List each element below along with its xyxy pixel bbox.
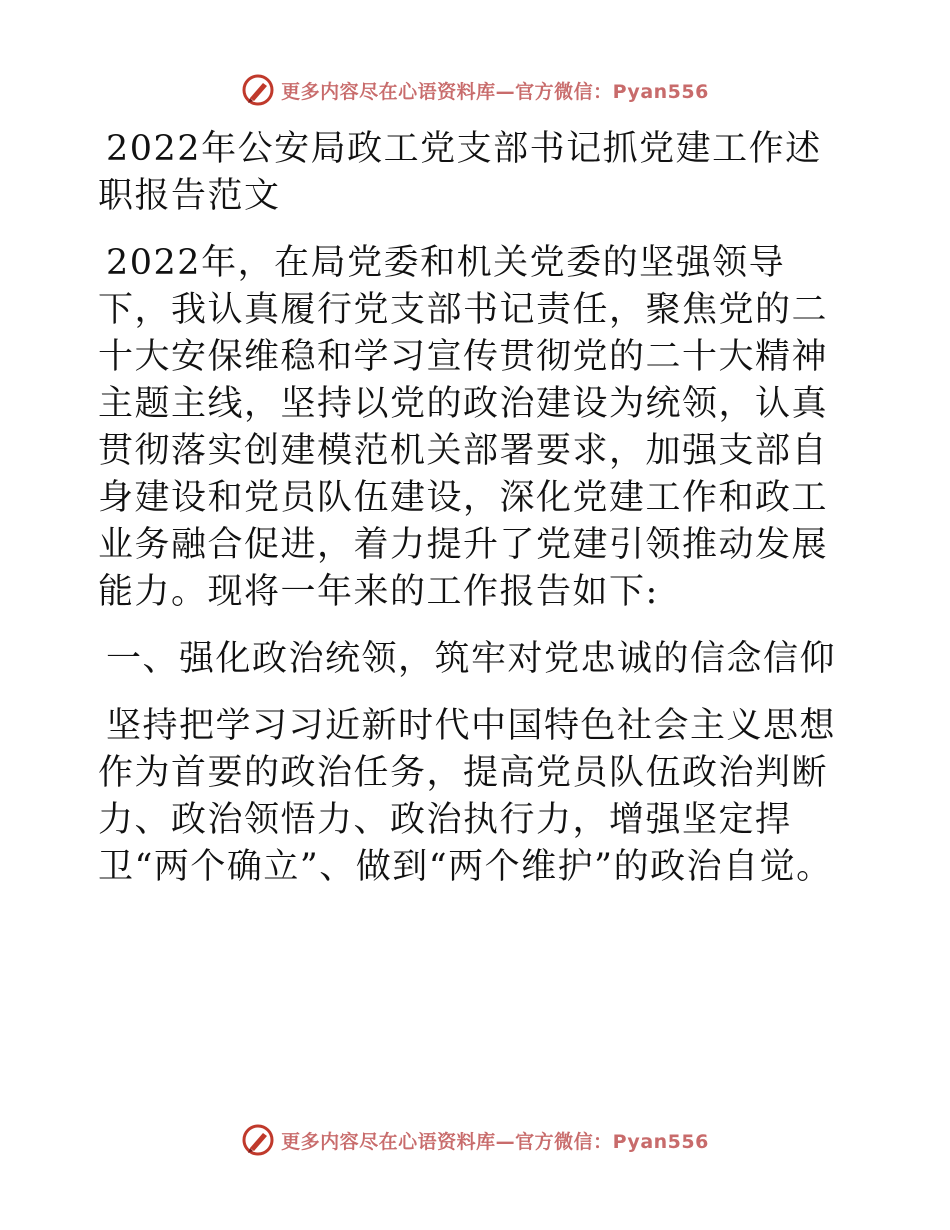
paragraph-section-1: 坚持把学习习近新时代中国特色社会主义思想作为首要的政治任务，提高党员队伍政治判断力、政治领悟力、政治执行力，增强坚定捍卫“两个确立”、做到“两个维护”的政治自觉。 — [98, 706, 837, 887]
footer-banner — [0, 1120, 950, 1160]
footer-banner-inner — [241, 1123, 709, 1157]
header-banner-text: 更多内容尽在心语资料库—官方微信：Pyan556 — [281, 80, 709, 103]
paragraph-intro: 2022年，在局党委和机关党委的坚强领导下，我认真履行党支部书记责任，聚焦党的二十大安保维稳和学习宣传贯彻党的二十大精神主题主线，坚持以党的政治建设为统领，认真贯彻落实创建模范机关部署要求，加强支部自身建设和党员队伍建设，深化党建工作和政工业务融合促进，着力提升了党建引领推动发展能力。现将一年来的工作报告如下: — [98, 243, 829, 612]
pen-logo-icon — [241, 73, 275, 107]
pen-logo-icon — [241, 1123, 275, 1157]
section-heading-1: 一、强化政治统领，筑牢对党忠诚的信念信仰 — [106, 639, 837, 679]
document-body — [98, 120, 858, 891]
document-title: 2022年公安局政工党支部书记抓党建工作述职报告范文 — [98, 129, 822, 216]
footer-banner-text: 更多内容尽在心语资料库—官方微信：Pyan556 — [281, 1130, 709, 1153]
header-banner — [0, 70, 950, 110]
header-banner-inner — [241, 73, 709, 107]
